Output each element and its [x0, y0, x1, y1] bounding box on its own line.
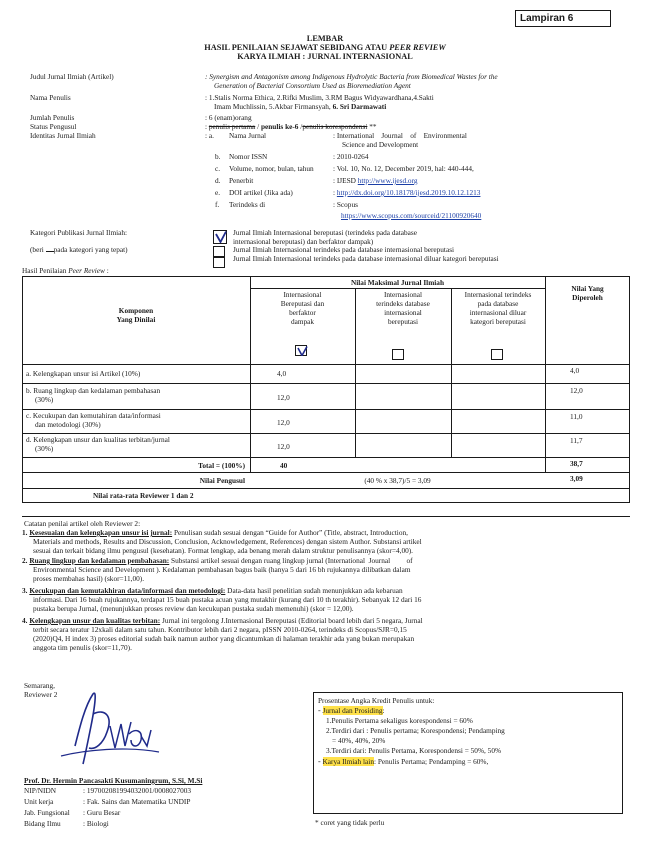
field-e-label: DOI artikel (Jika ada)	[229, 188, 293, 197]
reviewer-name: Prof. Dr. Hermin Pancasakti Kusumaningrum, S.Si, M.Si	[24, 776, 203, 785]
jabatan-value: : Guru Besar	[83, 808, 121, 817]
kategori-checkbox-2[interactable]	[213, 246, 225, 257]
field-d-value: : IJESD http://www.ijesd.org	[333, 176, 418, 185]
checkmark-icon	[297, 346, 308, 356]
field-a-value: : International Journal of Environmental	[333, 131, 467, 140]
doc-title-line3: KARYA ILMIAH : JURNAL INTERNASIONAL	[237, 52, 413, 61]
status-label: Status Pengusul	[30, 122, 77, 131]
unit-value: : Fak. Sains dan Matematika UNDIP	[83, 797, 191, 806]
penulis-value: : 1.Stalis Norma Ethica, 2.Rifki Muslim, 3.RM Bagus Widyawardhana,4.Sakti Imam Muchlissin, 5.Akbar Firmansyah, 6. Sri Darmawati	[205, 93, 434, 112]
identitas-label: Identitas Jurnal Ilmiah	[30, 131, 96, 140]
field-f-value: : Scopus	[333, 200, 358, 209]
field-b-label: Nomor ISSN	[229, 152, 268, 161]
checkmark-icon	[215, 231, 227, 243]
status-value: : penulis pertama / penulis ke-6 /penulis korespondensi **	[205, 122, 377, 131]
kredit-title: Prosentase Angka Kredit Penulis untuk:	[318, 696, 435, 705]
header-nilai-maks: Nilai Maksimal Jurnal Ilmiah	[350, 278, 445, 287]
field-f-letter: f.	[215, 200, 220, 209]
hasil-label: Hasil Penilaian Peer Review :	[22, 266, 109, 275]
field-c-letter: c.	[215, 164, 221, 173]
catatan-item-1: 1. Kesesuaian dan kelengkapan unsur isi jurnal: Penulisan sudah sesuai dengan “Guide for Author” (Title, abstract, Introduction, Materials and methods, Results and Discussion, Conclusion, Acknowledgement, References) dengan sistem Author. Substansi artikel sesuai dan terkait bidang ilmu pengusul (kesehatan). Format lengkap, ada benang merah dalam struktur penulisannya (skor=4,00).	[22, 528, 422, 556]
kategori-hint: (beri pada kategori yang tepat)	[30, 245, 128, 254]
catatan-item-4: 4. Kelengkapan unsur dan kualitas terbitan: Jurnal ini tergolong J.Internasional Bereputasi (Editorial board lebih dari 5 negara, Jurnal terbit secara teratur 12xkali dalam satu tahun. Kontributor lebih dari 2 negara, pISSN 2010-0264, terindeks di Scopus/SJR=0,15 (2020)Q4, H index 3) proses editorial sudah baik namun author yang dicantumkan di halaman terakhir ada yang bukan merupakan anggota tim penulis (skor=11,70).	[22, 616, 423, 653]
kredit-jurnal-prosiding: - Jurnal dan Prosiding:	[318, 706, 385, 715]
field-a-label: Nama Jurnal	[229, 131, 267, 140]
bidang-value: : Biologi	[83, 819, 109, 828]
kategori-checkbox-3[interactable]	[213, 257, 225, 268]
field-a-value-line2: Science and Development	[342, 140, 419, 149]
catatan-item-3: 3. Kecukupan dan kemutakhiran data/informasi dan metodologi: Data-data hasil penelitian sudah menunjukkan ada kebaruan informasi. Dari 16 buah rujukannya, terdapat 15 buah pustaka acuan yang mutakhir (kurang dari 10 th terakhir). Sebanyak 12 dari 16 pustaka berupa Jurnal, (menunjukkan proses review dan kecukupan pustaka sudah memenuhi) (skor = 12,00).	[22, 586, 422, 614]
row-d-max: 12,0	[277, 442, 290, 451]
pengusul-score: 3,09	[570, 474, 583, 483]
row-a-label: a. Kelengkapan unsur isi Artikel (10%)	[26, 369, 141, 378]
field-b-letter: b.	[215, 152, 221, 161]
field-e-letter: e.	[215, 188, 221, 197]
nip-label: NIP/NIDN	[24, 786, 57, 795]
header-komponen: Komponen Yang Dinilai	[116, 306, 156, 325]
row-d-score: 11,7	[570, 436, 583, 445]
field-b-value: : 2010-0264	[333, 152, 369, 161]
kredit-karya: - Karya Ilmiah lain: Penulis Pertama; Pendamping = 60%,	[318, 757, 489, 766]
total-label: Total = (100%)	[198, 461, 245, 470]
header-nilai-yang: Nilai Yang Diperoleh	[571, 284, 604, 303]
bidang-label: Bidang Ilmu	[24, 819, 61, 828]
kredit-footnote: * coret yang tidak perlu	[315, 818, 385, 827]
pengusul-label: Nilai Pengusul	[199, 476, 245, 485]
signature-place: Semarang,	[24, 681, 56, 690]
kategori-option-3: Jurnal Ilmiah Internasional terindeks pada database internasional diluar kategori bereputasi	[233, 254, 499, 263]
kredit-line-2b: = 40%, 40%, 20%	[332, 736, 386, 745]
header-col3: Internasional terindeks pada database internasional diluar kategori bereputasi	[464, 290, 532, 327]
row-a-max: 4,0	[277, 369, 287, 378]
row-b-max: 12,0	[277, 393, 290, 402]
scopus-link[interactable]: https://www.scopus.com/sourceid/21100920640	[341, 211, 482, 220]
field-d-label: Penerbit	[229, 176, 254, 185]
pengusul-formula: (40 % x 38,7)/5 = 3,09	[364, 476, 431, 485]
row-c-score: 11,0	[570, 412, 583, 421]
kredit-line-1: 1.Penulis Pertama sekaligus korespondensi = 60%	[326, 716, 473, 725]
header-col2: Internasional terindeks database internasional bereputasi	[376, 290, 430, 327]
unit-label: Unit kerja	[24, 797, 54, 806]
lampiran-badge: Lampiran 6	[515, 10, 611, 27]
kategori-checkbox-1[interactable]	[213, 230, 227, 244]
doc-title-line2: HASIL PENILAIAN SEJAWAT SEBIDANG ATAU PEER REVIEW	[204, 43, 446, 52]
catatan-item-2: 2. Ruang lingkup dan kedalaman pembahasan: Substansi artikel sesuai dengan ruang lingkup jurnal (International Journal of Environmental Science and Development ). Kedalaman pembahasan bagus baik (hanya 5 dari 16 bh rujukannya dilibatkan dalam proses membahas hasil) (skor=11,00).	[22, 556, 413, 584]
kategori-option-1: Jurnal Ilmiah Internasional bereputasi (terindeks pada database internasional bereputasi) dan berfaktor dampak)	[233, 228, 417, 247]
total-score: 38,7	[570, 459, 583, 468]
catatan-title: Catatan penilai artikel oleh Reviewer 2:	[24, 519, 141, 528]
total-max: 40	[280, 461, 288, 470]
field-e-value: : http://dx.doi.org/10.18178/ijesd.2019.10.12.1213	[333, 188, 481, 197]
signature-role: Reviewer 2	[24, 690, 58, 699]
col2-checkbox[interactable]	[392, 349, 404, 360]
field-c-label: Volume, nomor, bulan, tahun	[229, 164, 314, 173]
penulis-label: Nama Penulis	[30, 93, 71, 102]
header-col1: Internasional Bereputasi dan berfaktor dampak	[280, 290, 325, 327]
judul-value: : Synergism and Antagonism among Indigenous Hydrolytic Bacteria from Biomedical Wastes for the Generation of Bacterial Consortium Used as Bioremediation Agent	[205, 72, 498, 91]
rerata-label: Nilai rata-rata Reviewer 1 dan 2	[93, 491, 194, 500]
row-c-label: c. Kecukupan dan kemutahiran data/informasi dan metodologi (30%)	[26, 411, 161, 430]
kategori-option-2: Jurnal Ilmiah Internasional terindeks pada database internasional bereputasi	[233, 245, 455, 254]
row-b-score: 12,0	[570, 386, 583, 395]
field-d-letter: d.	[215, 176, 221, 185]
penerbit-link[interactable]: http://www.ijesd.org	[357, 176, 418, 185]
field-a-letter: : a.	[205, 131, 214, 140]
row-c-max: 12,0	[277, 418, 290, 427]
jabatan-label: Jab. Fungsional	[24, 808, 70, 817]
row-d-label: d. Kelengkapan unsur dan kualitas terbitan/jurnal (30%)	[26, 435, 170, 454]
col3-checkbox[interactable]	[491, 349, 503, 360]
kredit-line-3: 3.Terdiri dari: Penulis Pertama, Korespondensi = 50%, 50%	[326, 746, 502, 755]
doc-title-line1: LEMBAR	[306, 34, 344, 43]
kategori-label: Kategori Publikasi Jurnal Ilmiah:	[30, 228, 128, 237]
col1-checkbox[interactable]	[295, 345, 307, 356]
kredit-line-2a: 2.Terdiri dari : Penulis pertama; Korespondensi; Pendamping	[326, 726, 505, 735]
jumlah-value: : 6 (enam)orang	[205, 113, 252, 122]
judul-label: Judul Jurnal Ilmiah (Artikel)	[30, 72, 114, 81]
row-b-label: b. Ruang lingkup dan kedalaman pembahasan (30%)	[26, 386, 161, 405]
handwritten-signature	[55, 686, 165, 768]
row-a-score: 4,0	[570, 366, 580, 375]
doi-link[interactable]: http://dx.doi.org/10.18178/ijesd.2019.10.12.1213	[336, 188, 481, 197]
field-f-label: Terindeks di	[229, 200, 266, 209]
nip-value: : 197002081994032001/0008027003	[83, 786, 192, 795]
jumlah-label: Jumlah Penulis	[30, 113, 75, 122]
field-c-value: : Vol. 10, No. 12, December 2019, hal: 440-444,	[333, 164, 474, 173]
